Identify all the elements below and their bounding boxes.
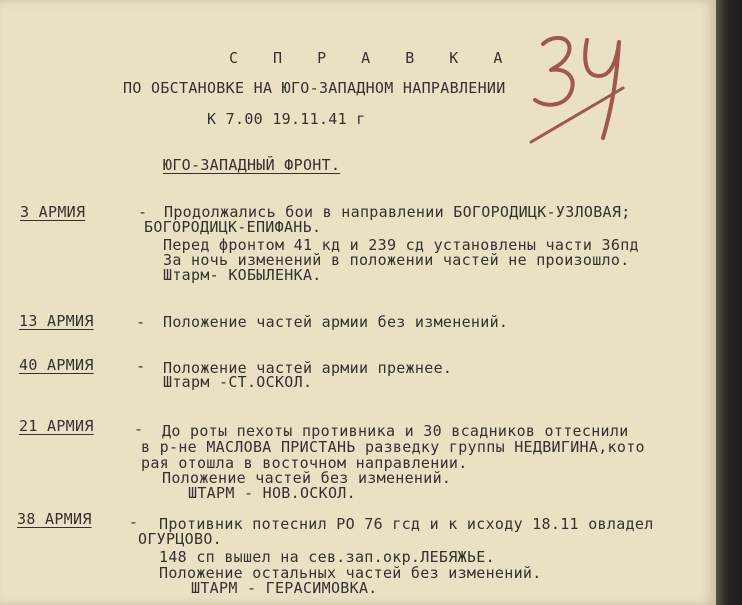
army-label: 13 АРМИЯ xyxy=(19,312,94,330)
army-label: 40 АРМИЯ xyxy=(19,356,94,374)
report-line: в р-не МАСЛОВА ПРИСТАНЬ разведку группы НЕДВИГИНА,кото xyxy=(141,438,645,456)
report-line: До роты пехоты противника и 30 всадников оттеснили xyxy=(162,422,629,440)
report-line: рая отошла в восточном направлении. xyxy=(141,454,468,472)
dash: - xyxy=(136,313,146,331)
army-label: 38 АРМИЯ xyxy=(17,510,92,528)
report-line: Перед фронтом 41 кд и 239 сд установлены части 36пд xyxy=(163,236,639,254)
report-line: 148 сп вышел на сев.зап.окр.ЛЕБЯЖЬЕ. xyxy=(159,548,495,566)
dash: - xyxy=(136,357,146,375)
report-line: ШТАРМ - НОВ.ОСКОЛ. xyxy=(188,484,356,502)
dash: - xyxy=(138,203,148,221)
document-date: К 7.00 19.11.41 г xyxy=(207,110,366,128)
handwritten-page-number xyxy=(525,30,645,150)
report-line: Противник потеснил РО 76 гсд и к исходу 18.11 овладел xyxy=(159,515,654,533)
report-line: Положение частей армии без изменений. xyxy=(163,313,509,331)
army-label: 21 АРМИЯ xyxy=(19,417,94,435)
report-line: ОГУРЦОВО. xyxy=(138,530,222,548)
report-line: Штарм -СТ.ОСКОЛ. xyxy=(163,373,313,391)
page-edge xyxy=(716,0,742,605)
report-line: ШТАРМ - ГЕРАСИМОВКА. xyxy=(191,579,378,597)
army-label: 3 АРМИЯ xyxy=(20,203,86,221)
dash: - xyxy=(129,513,139,531)
report-line: За ночь изменений в положении частей не произошло. xyxy=(163,251,630,269)
report-line: Штарм- КОБЫЛЕНКА. xyxy=(163,266,322,284)
document-title: С П Р А В К А xyxy=(229,49,516,67)
report-line: Продолжались бои в направлении БОГОРОДИЦК-УЗЛОВАЯ; xyxy=(164,203,631,221)
dash: - xyxy=(134,420,144,438)
document-subtitle: ПО ОБСТАНОВКЕ НА ЮГО-ЗАПАДНОМ НАПРАВЛЕНИИ xyxy=(123,79,506,97)
report-line: БОГОРОДИЦК-ЕПИФАНЬ. xyxy=(144,218,322,236)
report-line: Положение остальных частей без изменений. xyxy=(159,564,542,582)
report-line: Положение частей армии прежнее. xyxy=(163,359,453,377)
front-heading: ЮГО-ЗАПАДНЫЙ ФРОНТ. xyxy=(163,156,341,174)
report-line: Положение частей без изменений. xyxy=(162,469,452,487)
